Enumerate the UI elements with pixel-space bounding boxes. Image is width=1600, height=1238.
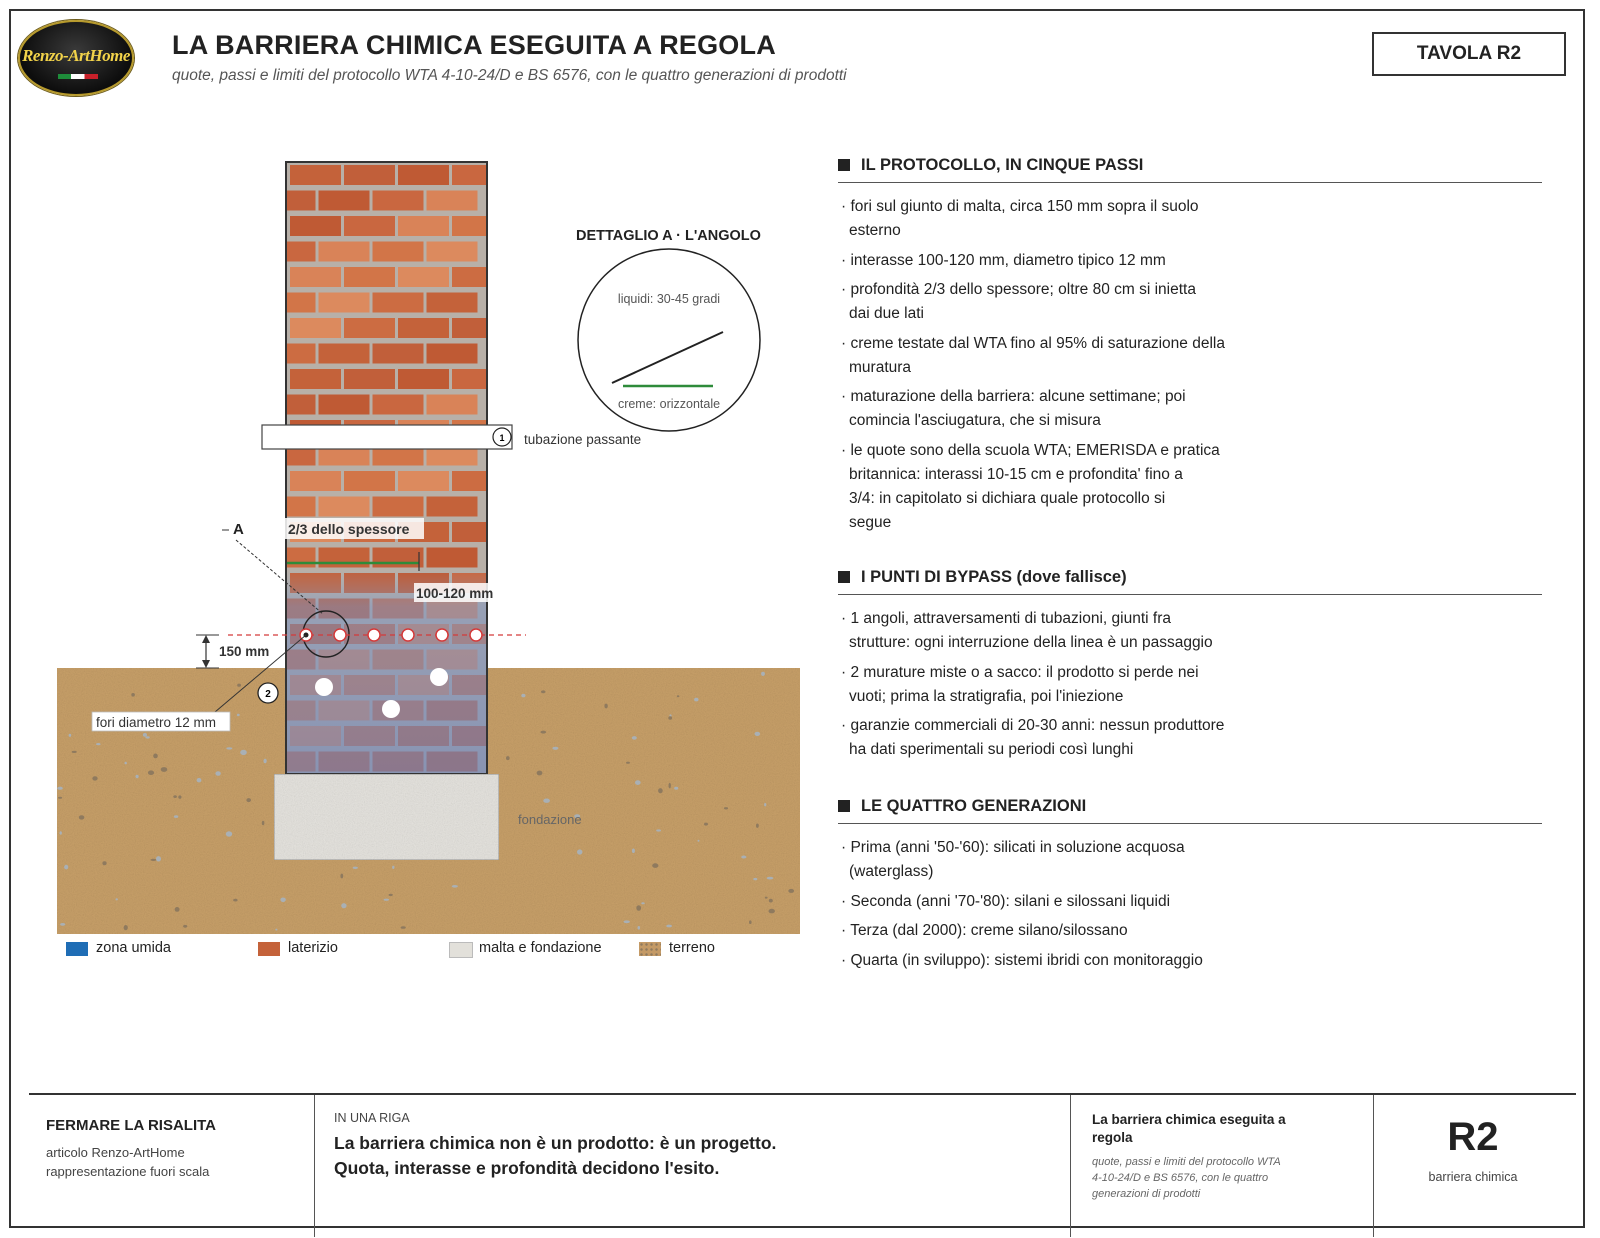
brick: [452, 216, 486, 236]
brick: [344, 369, 395, 389]
brick: [452, 318, 486, 338]
pebble: [755, 732, 761, 736]
brick: [319, 395, 370, 415]
pebble: [124, 925, 128, 930]
pebble: [392, 866, 394, 869]
detail-creams-label: creme: orizzontale: [617, 397, 721, 411]
brick: [319, 497, 370, 517]
pebble: [173, 795, 177, 798]
footer-sheet-code: R2: [1447, 1115, 1499, 1159]
brick: [344, 318, 395, 338]
pebble: [761, 672, 765, 676]
brick: [373, 548, 424, 568]
brick: [373, 293, 424, 313]
pebble: [632, 736, 637, 740]
section-rule: [838, 594, 1542, 595]
section-item-line: · maturazione della barriera: alcune settimane; poi: [841, 388, 1186, 405]
section-item: [841, 836, 1261, 884]
pebble: [148, 770, 154, 775]
legend-label: malta e fondazione: [479, 940, 602, 956]
section-item: [841, 385, 1261, 433]
brick: [319, 242, 370, 262]
footer-topic-title: FERMARE LA RISALITA: [46, 1117, 216, 1134]
pebble: [116, 898, 118, 900]
pebble: [624, 920, 630, 923]
brick: [427, 497, 478, 517]
brick: [290, 318, 341, 338]
legend-label: terreno: [669, 940, 715, 956]
page-subtitle: quote, passi e limiti del protocollo WTA 4-10-24/D e BS 6576, con le quattro generazioni di prodotti: [172, 67, 847, 84]
brick: [427, 242, 478, 262]
pebble: [96, 743, 100, 745]
pebble: [765, 897, 768, 899]
brick: [319, 344, 370, 364]
section-rule: [838, 823, 1542, 824]
section-item-line: · creme testate dal WTA fino al 95% di saturazione della: [841, 334, 1225, 352]
pebble: [668, 716, 672, 720]
pebble: [724, 807, 728, 809]
brick: [398, 165, 449, 185]
brick: [290, 216, 341, 236]
pebble: [656, 829, 661, 831]
pebble: [577, 849, 582, 854]
pebble: [632, 849, 635, 854]
section-item: [841, 949, 1261, 973]
section-heading-text: LE QUATTRO GENERAZIONI: [861, 797, 1087, 815]
section-item: [841, 278, 1261, 326]
section-item-line: 3/4: in capitolato si dichiara quale protocollo si: [849, 489, 1166, 507]
legend-label: laterizio: [288, 940, 338, 956]
foundation-block: [274, 774, 499, 860]
section-item-line: · fori sul giunto di malta, circa 150 mm sopra il suolo: [841, 198, 1199, 215]
pebble: [641, 902, 644, 904]
brick: [344, 216, 395, 236]
pebble: [143, 733, 147, 737]
brick: [344, 471, 395, 491]
pebble: [226, 831, 232, 836]
pebble: [636, 905, 641, 911]
pebble: [541, 731, 547, 734]
section-item: [841, 714, 1261, 762]
brick: [287, 497, 316, 517]
pebble: [764, 803, 766, 806]
pebble: [136, 775, 139, 778]
legend-swatch: [66, 942, 88, 956]
brick: [373, 242, 424, 262]
legend-swatch: [258, 942, 280, 956]
pebble: [666, 925, 672, 928]
pebble: [674, 787, 678, 790]
brick: [452, 471, 486, 491]
pebble: [452, 885, 458, 888]
footer-col-sheet-title: [1070, 1095, 1374, 1237]
footer-sheet-sub-line2: 4-10-24/D e BS 6576, con le quattro: [1092, 1172, 1269, 1184]
brick: [290, 267, 341, 287]
pebble: [698, 840, 700, 842]
brick: [287, 293, 316, 313]
footer-topic-line1: articolo Renzo-ArtHome: [46, 1145, 185, 1160]
section-item-line: comincia l'asciugatura, che si misura: [849, 412, 1101, 429]
section-item-line: · profondità 2/3 dello spessore; oltre 80 cm si inietta: [841, 281, 1196, 298]
pebble: [341, 903, 346, 908]
section-item-line: · Prima (anni '50-'60): silicati in soluzione acquosa: [841, 839, 1185, 856]
footer-sheet-sub-line1: quote, passi e limiti del protocollo WTA: [1092, 1156, 1281, 1168]
brick: [319, 548, 370, 568]
footer-topic-line2: rappresentazione fuori scala: [46, 1164, 210, 1179]
pebble: [150, 859, 156, 861]
brick: [452, 369, 486, 389]
pebble: [543, 799, 550, 803]
brick: [373, 497, 424, 517]
brick-wall: [286, 162, 487, 774]
pebble: [769, 909, 775, 914]
section-item: [841, 661, 1261, 709]
pebble: [767, 877, 774, 880]
legend-label: zona umida: [96, 940, 171, 956]
pebble: [197, 778, 202, 782]
pebble: [156, 856, 161, 861]
section-heading: [838, 156, 1143, 175]
section-item: [841, 919, 1261, 943]
brick: [427, 548, 478, 568]
section-item-line: muratura: [849, 358, 912, 376]
pebble: [756, 824, 759, 828]
pebble: [131, 693, 135, 697]
section-item: [841, 195, 1261, 243]
pebble: [401, 926, 406, 929]
wall-void: [382, 700, 400, 718]
footer-col-code: [1373, 1095, 1573, 1237]
pebble: [237, 714, 240, 717]
pebble: [652, 863, 658, 868]
brick: [427, 395, 478, 415]
section-item-line: · garanzie commerciali di 20-30 anni: nessun produttore: [841, 717, 1225, 734]
pebble: [92, 776, 97, 780]
section-item-line: · 2 murature miste o a sacco: il prodotto si perde nei: [841, 663, 1199, 681]
pebble: [161, 767, 168, 772]
page-title: LA BARRIERA CHIMICA ESEGUITA A REGOLA: [172, 30, 776, 60]
foundation-label: fondazione: [518, 812, 582, 827]
pebble: [389, 894, 393, 896]
brick: [344, 165, 395, 185]
section-item-line: · Quarta (in sviluppo): sistemi ibridi con monitoraggio: [841, 951, 1203, 969]
brick: [452, 522, 486, 542]
pebble: [626, 762, 630, 764]
footer-sheet-title-line2: regola: [1092, 1130, 1133, 1145]
pebble: [280, 898, 285, 903]
brick: [287, 344, 316, 364]
brick: [452, 165, 486, 185]
square-bullet-icon: [838, 800, 850, 812]
pebble: [72, 751, 77, 753]
footer-title-block: [29, 1093, 1576, 1237]
injection-hole: [334, 629, 346, 641]
section-item-line: strutture: ogni interruzione della linea è un passaggio: [849, 634, 1213, 651]
section-item-line: · Seconda (anni '70-'80): silani e silossani liquidi: [841, 892, 1171, 910]
brick: [290, 471, 341, 491]
section-item-line: esterno: [849, 222, 901, 239]
pebble: [174, 815, 178, 818]
pebble: [788, 889, 794, 893]
pebble: [384, 899, 390, 901]
pebble: [604, 704, 607, 709]
brick: [452, 267, 486, 287]
brick: [373, 191, 424, 211]
section-item-line: ha dati sperimentali su periodi così lunghi: [849, 741, 1134, 758]
brick: [290, 165, 341, 185]
pebble: [153, 754, 158, 759]
pipe-label: tubazione passante: [524, 432, 642, 447]
pebble: [275, 929, 277, 931]
legend-swatch: [449, 942, 473, 958]
pebble: [521, 694, 525, 697]
pebble: [79, 815, 85, 819]
footer-summary-line2: Quota, interasse e profondità decidono l'esito.: [334, 1158, 720, 1178]
thickness-label: 2/3 dello spessore: [288, 521, 410, 537]
injection-hole: [368, 629, 380, 641]
wall-section-diagram: [0, 0, 800, 960]
brick: [287, 242, 316, 262]
pebble: [749, 920, 752, 924]
brick: [398, 318, 449, 338]
pebble: [340, 874, 343, 879]
detail-a-marker: A: [233, 521, 244, 538]
pebble: [753, 878, 757, 880]
pebble: [704, 823, 708, 826]
pebble: [60, 923, 65, 926]
detail-liquids-label: liquidi: 30-45 gradi: [617, 292, 721, 306]
pebble: [506, 756, 510, 760]
pebble: [677, 695, 680, 697]
pebble: [145, 736, 149, 738]
section-item-line: · le quote sono della scuola WTA; EMERISDA e pratica: [841, 441, 1220, 459]
section-item-line: britannica: interassi 10-15 cm e profondita' fino a: [849, 465, 1183, 483]
brick: [373, 395, 424, 415]
pebble: [537, 771, 543, 776]
section-item-line: (waterglass): [849, 863, 934, 880]
legend-swatch: [639, 942, 661, 956]
pebble: [125, 762, 127, 765]
pebble: [552, 747, 558, 750]
pebble: [694, 698, 698, 702]
wall-void: [315, 678, 333, 696]
pebble: [233, 899, 237, 902]
pebble: [246, 798, 251, 802]
pebble: [638, 926, 641, 930]
footer-summary-line1: La barriera chimica non è un prodotto: è un progetto.: [334, 1133, 777, 1153]
pebble: [237, 684, 241, 687]
pebble: [240, 750, 247, 755]
section-heading-text: IL PROTOCOLLO, IN CINQUE PASSI: [861, 156, 1144, 174]
brick: [373, 344, 424, 364]
height-label: 150 mm: [219, 644, 270, 659]
footer-sheet-label: barriera chimica: [1428, 1170, 1518, 1184]
section-item-line: segue: [849, 513, 892, 531]
section-heading-text: I PUNTI DI BYPASS (dove fallisce): [861, 568, 1127, 586]
pebble: [58, 797, 62, 799]
section-item-line: · 1 angoli, attraversamenti di tubazioni, giunti fra: [841, 610, 1171, 627]
footer-summary-kicker: IN UNA RIGA: [334, 1111, 410, 1125]
injection-hole: [402, 629, 414, 641]
brick: [287, 548, 316, 568]
section-item: [841, 607, 1261, 655]
callout-number-2: 2: [265, 689, 271, 700]
section-heading: [838, 797, 1086, 816]
pebble: [541, 690, 545, 693]
section-heading: [838, 568, 1127, 587]
brick: [398, 471, 449, 491]
section-item-line: · interasse 100-120 mm, diametro tipico 12 mm: [841, 251, 1166, 269]
brick: [398, 267, 449, 287]
section-item-line: · Terza (dal 2000): creme silano/silossano: [841, 922, 1128, 939]
pebble: [262, 821, 265, 826]
pebble: [353, 867, 358, 869]
pebble: [669, 783, 671, 789]
footer-col-topic: [29, 1095, 315, 1237]
pebble: [102, 861, 106, 865]
pebble: [226, 747, 232, 749]
footer-col-summary: [314, 1095, 1071, 1237]
brick: [427, 191, 478, 211]
footer-sheet-sub-line3: generazioni di prodotti: [1092, 1188, 1201, 1200]
pebble: [635, 780, 641, 785]
brick: [344, 267, 395, 287]
sheet-code-box: TAVOLA R2: [1372, 32, 1566, 76]
brick: [427, 344, 478, 364]
footer-sheet-title-line1: La barriera chimica eseguita a: [1092, 1112, 1286, 1127]
pebble: [178, 795, 181, 798]
brick: [290, 369, 341, 389]
brick: [398, 369, 449, 389]
pebble: [60, 831, 62, 834]
injection-hole: [436, 629, 448, 641]
detail-title: DETTAGLIO A · L'ANGOLO: [576, 228, 761, 244]
brick: [287, 191, 316, 211]
pebble: [215, 771, 220, 776]
section-item-line: vuoti; prima la stratigrafia, poi l'iniezione: [849, 687, 1124, 705]
through-pipe: [262, 425, 512, 449]
logo-text: Renzo-ArtHome: [22, 46, 130, 65]
brick: [398, 216, 449, 236]
pebble: [741, 856, 746, 859]
brick: [319, 293, 370, 313]
pebble: [658, 788, 663, 793]
section-item: [841, 439, 1261, 535]
brick: [287, 395, 316, 415]
callout-number-1: 1: [499, 433, 505, 443]
pebble: [769, 899, 773, 903]
section-item: [841, 890, 1261, 914]
pebble: [264, 759, 267, 764]
pebble: [183, 925, 187, 928]
pebble: [69, 734, 72, 737]
brick: [319, 191, 370, 211]
pebble: [57, 787, 63, 790]
spacing-label: 100-120 mm: [416, 586, 494, 601]
section-item: [841, 249, 1261, 273]
square-bullet-icon: [838, 571, 850, 583]
section-item: [841, 332, 1261, 380]
injection-hole: [470, 629, 482, 641]
section-item-line: dai due lati: [849, 305, 924, 322]
section-rule: [838, 182, 1542, 183]
wall-void: [430, 668, 448, 686]
pebble: [175, 907, 180, 912]
brick: [427, 293, 478, 313]
holes-label: fori diametro 12 mm: [96, 715, 217, 730]
pebble: [64, 865, 68, 870]
square-bullet-icon: [838, 159, 850, 171]
